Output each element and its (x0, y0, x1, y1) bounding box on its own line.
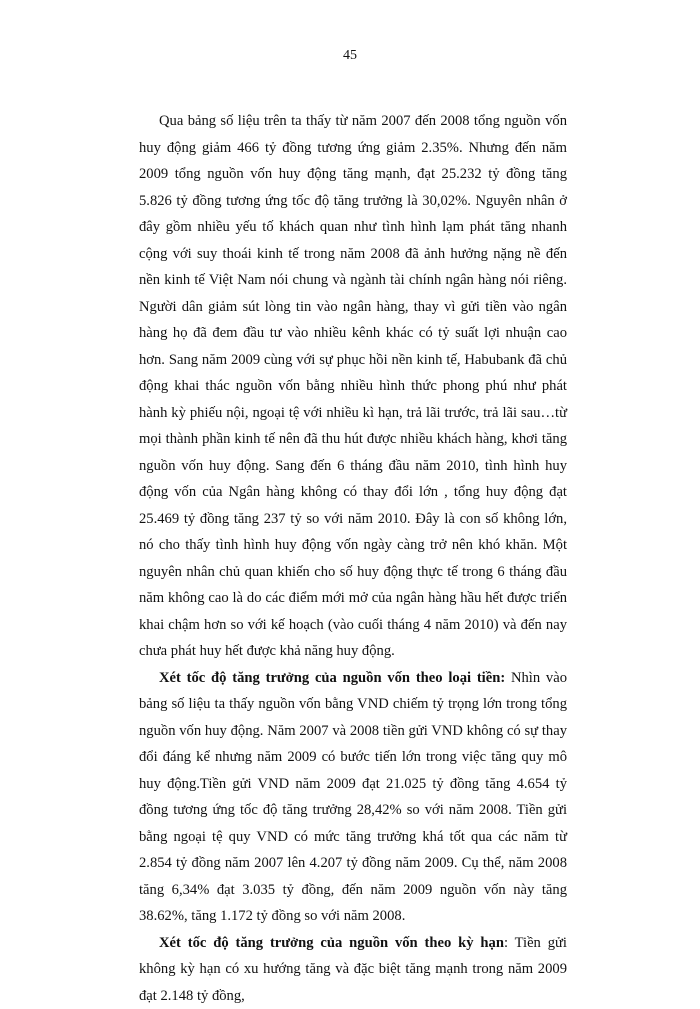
body-text (139, 108, 567, 1009)
paragraph-3 (139, 930, 567, 1009)
paragraph-2-lead: Xét tốc độ tăng trưởng của nguồn vốn theo loại tiền: (159, 670, 505, 686)
page-number: 45 (0, 48, 700, 64)
paragraph-2 (139, 665, 567, 930)
paragraph-3-text: : Tiền gửi không kỳ hạn có xu hướng tăng và đặc biệt tăng mạnh trong năm 2009 đạt 2.148 tỷ đồng, (139, 935, 567, 1004)
paragraph-1 (139, 108, 567, 665)
paragraph-3-lead: Xét tốc độ tăng trưởng của nguồn vốn theo kỳ hạn (159, 935, 504, 951)
paragraph-2-text: Nhìn vào bảng số liệu ta thấy nguồn vốn bằng VND chiếm tỷ trọng lớn trong tổng nguồn vốn huy động. Năm 2007 và 2008 tiền gửi VND không có sự thay đổi đáng kể nhưng năm 2009 có bước tiến lớn trong việc tăng quy mô huy động.Tiền gửi VND năm 2009 đạt 21.025 tỷ đồng tăng 4.654 tỷ đồng tương ứng tốc độ tăng trưởng 28,42% so với năm 2008. Tiền gửi bằng ngoại tệ quy VND có mức tăng trưởng khá tốt qua các năm từ 2.854 tỷ đồng năm 2007 lên 4.207 tỷ đồng năm 2009. Cụ thể, năm 2008 tăng 6,34% đạt 3.035 tỷ đồng, đến năm 2009 nguồn vốn này tăng 38.62%, tăng 1.172 tỷ đồng so với năm 2008. (139, 670, 567, 925)
paragraph-1-text: Qua bảng số liệu trên ta thấy từ năm 2007 đến 2008 tổng nguồn vốn huy động giảm 466 tỷ đồng tương ứng giảm 2.35%. Nhưng đến năm 2009 tổng nguồn vốn huy động tăng mạnh, đạt 25.232 tỷ đồng tăng 5.826 tỷ đồng tương ứng tốc độ tăng trưởng là 30,02%. Nguyên nhân ở đây gồm nhiều yếu tố khách quan như tình hình lạm phát tăng nhanh cộng với suy thoái kinh tế trong năm 2008 đã ảnh hưởng nặng nề đến nền kinh tế Việt Nam nói chung và ngành tài chính ngân hàng nói riêng. Người dân giảm sút lòng tin vào ngân hàng, thay vì gửi tiền vào ngân hàng họ đã đem đầu tư vào nhiều kênh khác có tỷ suất lợi nhuận cao hơn. Sang năm 2009 cùng với sự phục hồi nền kinh tế, Habubank đã chủ động khai thác nguồn vốn bằng nhiều hình thức phong phú như phát hành kỳ phiếu nội, ngoại tệ với nhiều kì hạn, trả lãi trước, trả lãi sau…từ mọi thành phần kinh tế nên đã thu hút được nhiều khách hàng, khơi tăng nguồn vốn huy động. Sang đến 6 tháng đầu năm 2010, tình hình huy động vốn của Ngân hàng không có thay đổi lớn , tổng huy động đạt 25.469 tỷ đồng tăng 237 tỷ so với năm 2010. Đây là con số không lớn, nó cho thấy tình hình huy động vốn ngày càng trở nên khó khăn. Một nguyên nhân chủ quan khiến cho số huy động thực tế trong 6 tháng đầu năm không cao là do các điểm mới mở của ngân hàng hầu hết được triển khai chậm hơn so với kế hoạch (vào cuối tháng 4 năm 2010) và đến nay chưa phát huy hết được khả năng huy động. (139, 113, 567, 659)
